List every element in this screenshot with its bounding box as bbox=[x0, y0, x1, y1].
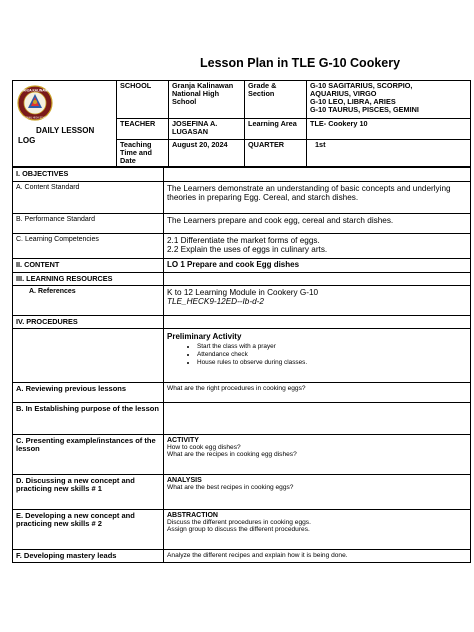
presenting-examples-label: C. Presenting example/instances of the lesson bbox=[13, 434, 164, 474]
grade-section-value: G-10 SAGITARIUS, SCORPIO, AQUARIUS, VIRGO G-10 LEO, LIBRA, ARIES G-10 TAURUS, PISCES, GEMINI bbox=[307, 81, 471, 119]
teaching-date-value: August 20, 2024 bbox=[169, 140, 245, 167]
school-label: SCHOOL bbox=[117, 81, 169, 119]
teacher-value: JOSEFINA A. LUGASAN bbox=[169, 119, 245, 140]
reviewing-lessons-text: What are the right procedures in cooking eggs? bbox=[164, 382, 471, 402]
list-item: • Start the class with a prayer bbox=[197, 344, 467, 351]
learning-competencies-text: 2.1 Differentiate the market forms of eggs. 2.2 Explain the uses of eggs in culinary arts. bbox=[164, 234, 471, 259]
reviewing-lessons-label: A. Reviewing previous lessons bbox=[13, 382, 164, 402]
content-standard-label: A. Content Standard bbox=[13, 182, 164, 214]
procedures-heading: IV. PROCEDURES bbox=[13, 315, 164, 328]
activity-cell: ACTIVITY How to cook egg dishes? What are the recipes in cooking egg dishes? bbox=[164, 434, 471, 474]
teacher-label: TEACHER bbox=[117, 119, 169, 140]
daily-lesson-log-label: DAILY LESSON LOG bbox=[18, 126, 95, 145]
developing-mastery-text: Analyze the different recipes and explain how it is being done. bbox=[164, 549, 471, 562]
school-seal-logo bbox=[17, 85, 53, 121]
header-table bbox=[12, 80, 471, 167]
analysis-cell: ANALYSIS What are the best recipes in cooking eggs? bbox=[164, 474, 471, 509]
abstraction-cell: ABSTRACTION Discuss the different procedures in cooking eggs. Assign group to discuss the different procedures. bbox=[164, 509, 471, 549]
list-item: • House rules to observe during classes. bbox=[197, 360, 467, 367]
learning-area-label: Learning Area bbox=[245, 119, 307, 140]
quarter-value: 1st bbox=[307, 140, 471, 167]
analysis-title: ANALYSIS bbox=[167, 476, 202, 484]
teaching-time-label: Teaching Time and Date bbox=[117, 140, 169, 167]
content-value: LO 1 Prepare and cook Egg dishes bbox=[164, 259, 471, 273]
logo-text-top: GRANJA KALINAWAN bbox=[18, 88, 52, 93]
developing-mastery-label: F. Developing mastery leads bbox=[13, 549, 164, 562]
grade-section-label: Grade & Section bbox=[245, 81, 307, 119]
preliminary-activity-cell bbox=[164, 328, 471, 382]
page-title: Lesson Plan in TLE G-10 Cookery bbox=[200, 56, 401, 70]
logo-text-bottom: NATIONAL HIGH SCHOOL bbox=[20, 116, 50, 120]
list-item: • Attendance check bbox=[197, 352, 467, 359]
learning-resources-heading: III. LEARNING RESOURCES bbox=[13, 273, 164, 286]
logo-cell bbox=[13, 81, 117, 167]
performance-standard-label: B. Performance Standard bbox=[13, 214, 164, 234]
discussing-concept-1-label: D. Discussing a new concept and practicing new skills # 1 bbox=[13, 474, 164, 509]
developing-concept-2-label: E. Developing a new concept and practicing new skills # 2 bbox=[13, 509, 164, 549]
abstraction-title: ABSTRACTION bbox=[167, 511, 218, 519]
school-value: Granja Kalinawan National High School bbox=[169, 81, 245, 119]
content-heading: II. CONTENT bbox=[13, 259, 164, 273]
quarter-label: QUARTER bbox=[245, 140, 307, 167]
content-standard-text: The Learners demonstrate an understanding of basic concepts and underlying theories in preparing Egg. Cereal, and starch dishes. bbox=[164, 182, 471, 214]
establishing-purpose-label: B. In Establishing purpose of the lesson bbox=[13, 402, 164, 434]
activity-title: ACTIVITY bbox=[167, 436, 199, 444]
lesson-plan-table bbox=[12, 167, 471, 563]
preliminary-activity-title: Preliminary Activity bbox=[167, 331, 242, 341]
preliminary-activity-list bbox=[167, 344, 467, 367]
references-label: A. References bbox=[13, 285, 164, 315]
references-text: K to 12 Learning Module in Cookery G-10 TLE_HECK9-12ED--Ib-d-2 bbox=[164, 285, 471, 315]
learning-competencies-label: C. Learning Competencies bbox=[13, 234, 164, 259]
learning-area-value: TLE- Cookery 10 bbox=[307, 119, 471, 140]
performance-standard-text: The Learners prepare and cook egg, cereal and starch dishes. bbox=[164, 214, 471, 234]
objectives-heading: I. OBJECTIVES bbox=[13, 168, 164, 182]
